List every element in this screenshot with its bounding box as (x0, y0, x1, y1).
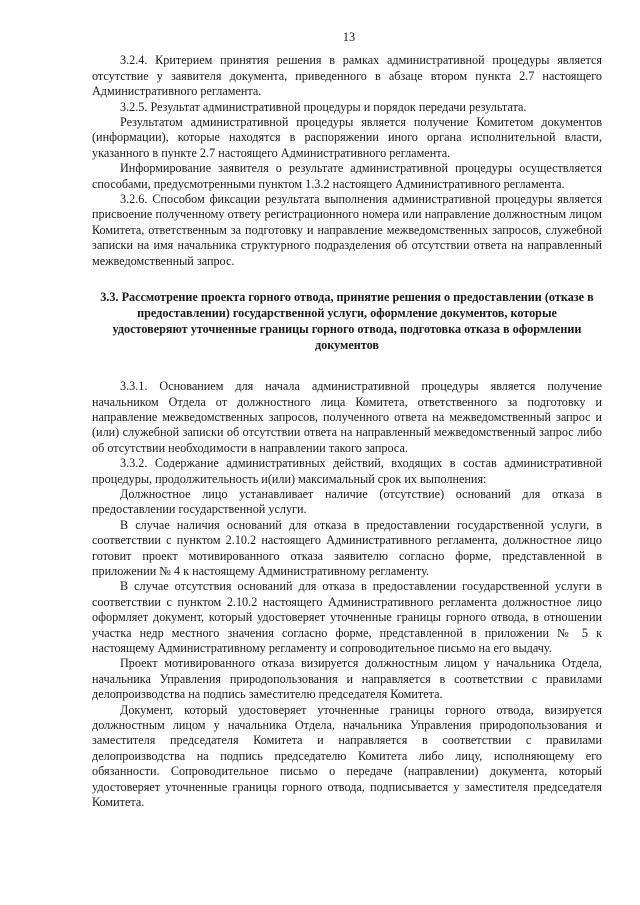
paragraph-grounds-check: Должностное лицо устанавливает наличие (отсутствие) оснований для отказа в предоставлении государственной услуги. (92, 486, 602, 517)
paragraph-3-2-5: 3.2.5. Результат административной процедуры и порядок передачи результата. (120, 99, 527, 114)
paragraph-result: Результатом административной процедуры является получение Комитетом документов (информации), которые находятся в распоряжении иного органа исполнительной власти, указанного в пункте 2.7 настоящего Административного регламента. (92, 115, 602, 160)
section-heading-3-3: 3.3. Рассмотрение проекта горного отвода, принятие решения о предоставлении (отказе в предоставлении) государственной услуги, оформление документов, которые удостоверяют уточненные границы горного отвода, подготовка отказа в оформлении документов (100, 290, 594, 353)
paragraph-document-approval: Документ, который удостоверяет уточненные границы горного отвода, визируется должностным лицом у начальника Отдела, начальника Управления природопользования и заместителя председателя Комитета и направляется в соответствии с правилами делопроизводства на подпись председателю Комитета либо лицу, исполняющему его обязанности. Сопроводительное письмо о передаче (направлении) документа, который удостоверяет уточненные границы горного отвода, подписывается у заместителя председателя Комитета. (92, 702, 602, 810)
page-number: 13 (342, 30, 356, 44)
paragraph-3-2-4: 3.2.4. Критерием принятия решения в рамках административной процедуры является отсутствие у заявителя документа, приведенного в абзаце втором пункта 2.7 настоящего Административного регламента. (92, 53, 602, 99)
paragraph-refusal-approval: Проект мотивированного отказа визируется должностным лицом у начальника Отдела, начальника Управления природопользования и направляется в соответствии с правилами делопроизводства на подпись заместителю председателя Комитета. (92, 656, 602, 702)
paragraph-no-refusal-case: В случае отсутствия оснований для отказа в предоставлении государственной услуги в соответствии с пунктом 2.10.2 настоящего Административного регламента должностное лицо оформляет документ, который удостоверяет уточненные границы горного отвода, в отношении участка недр местного значения согласно форме, представленной в приложении № 5 к настоящему Административному регламенту и сопроводительное письмо на его выдачу. (92, 579, 602, 655)
paragraph-3-3-2: 3.3.2. Содержание административных действий, входящих в состав административной процедуры, продолжительность и(или) максимальный срок их выполнения: (92, 456, 602, 486)
paragraph-refusal-case: В случае наличия оснований для отказа в предоставлении государственной услуги, в соответствии с пунктом 2.10.2 настоящего Административного регламента, должностное лицо готовит проект мотивированного отказа заявителю согласно форме, представленной в приложении № 4 к настоящему Административному регламенту. (92, 517, 602, 578)
paragraph-informing: Информирование заявителя о результате административной процедуры осуществляется способами, предусмотренными пунктом 1.3.2 настоящего Административного регламента. (92, 161, 602, 191)
paragraph-3-3-1: 3.3.1. Основанием для начала административной процедуры является получение начальником Отдела от должностного лица Комитета, ответственного за подготовку и направление межведомственных запросов, полученного ответа на межведомственный запрос и (или) служебной записки об отсутствии ответа на направленный межведомственный запрос либо об отсутствии необходимости в направлении такого запроса. (92, 379, 602, 455)
paragraph-3-2-6: 3.2.6. Способом фиксации результата выполнения административной процедуры является присвоение полученному ответу регистрационного номера или направление должностным лицом Комитета, ответственным за подготовку и направление межведомственных запросов, служебной записки на имя начальника структурного подразделения об отсутствии ответа на направленный межведомственный запрос. (92, 192, 602, 268)
